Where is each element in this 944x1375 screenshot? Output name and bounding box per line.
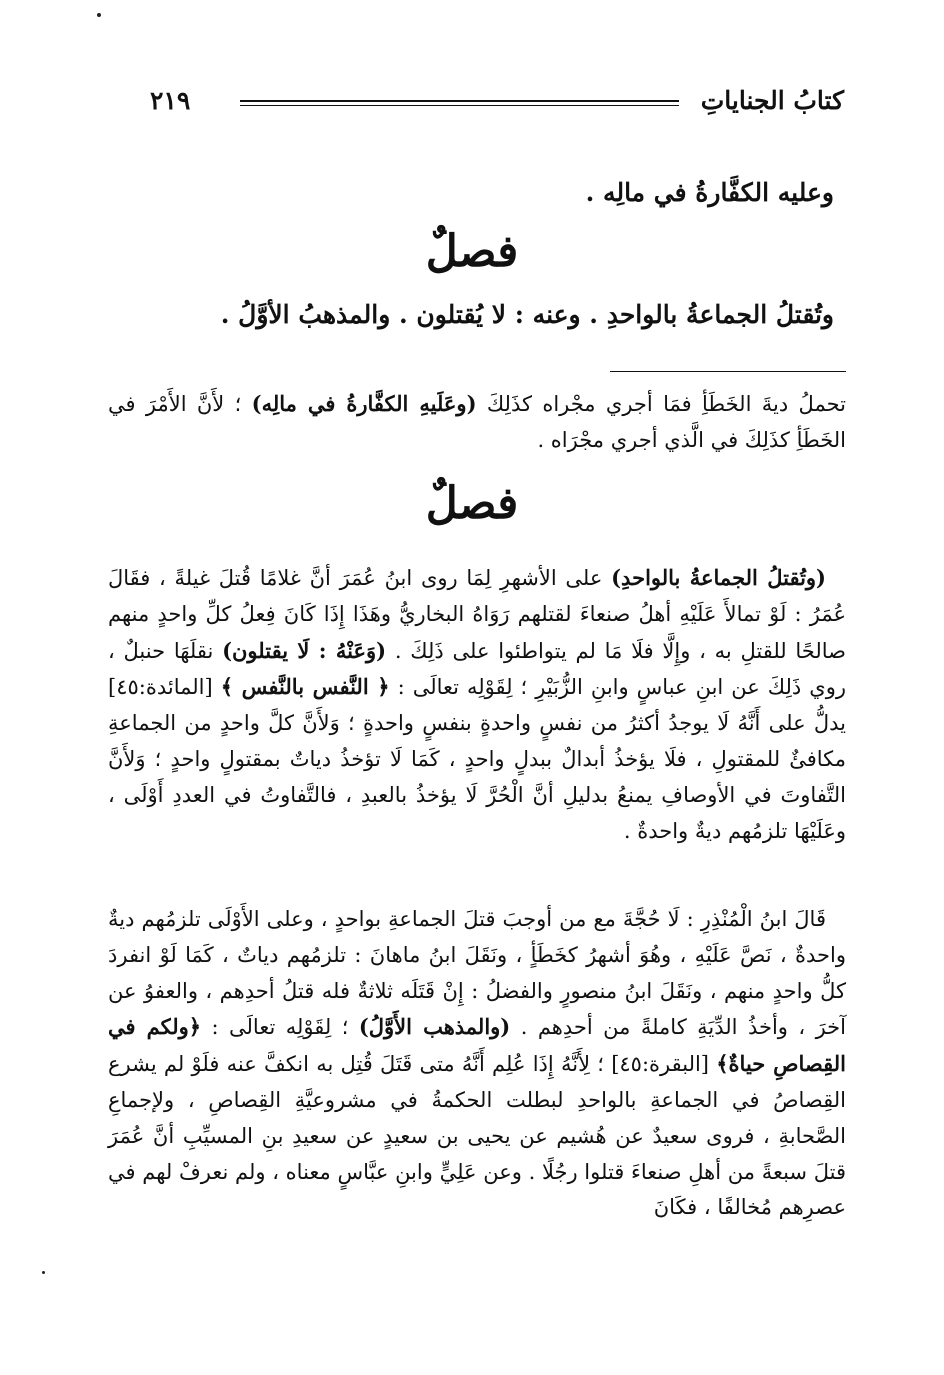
matn-section-heading: فصلٌ: [425, 226, 519, 277]
matn-commentary-separator: [610, 371, 846, 372]
commentary-paragraph-3: [108, 902, 846, 1226]
quoted-matn: (وعَلَيهِ الكفَّارةُ في مالِه): [251, 391, 477, 416]
running-header: [150, 86, 844, 122]
commentary-text: نقلَهَا حنبلٌ ، روي ذَلِكَ عن ابنِ عباسٍ وابنِ الزُّبَيْرِ ؛ لِقَوْلِه تعالَى :: [108, 638, 846, 700]
matn-line-1: وعليه الكفَّارةُ في مالِه .: [585, 178, 834, 207]
commentary-section-heading: فصلٌ: [425, 478, 519, 529]
header-rule: [240, 100, 679, 106]
page-number: ٢١٩: [150, 86, 191, 115]
matn-line-2: وتُقتلُ الجماعةُ بالواحدِ . وعنه : لا يُقتلون . والمذهبُ الأوَّلُ .: [220, 300, 834, 329]
commentary-paragraph-1: [108, 386, 846, 459]
commentary-paragraph-2: [108, 560, 846, 849]
scan-speck: [42, 1271, 45, 1274]
quran-verse: ﴿ النَّفس بالنَّفس ﴾: [220, 674, 390, 700]
quoted-matn: (والمذهب الأَوَّلُ): [358, 1014, 511, 1040]
scan-speck: [97, 13, 101, 17]
quoted-matn: (وتُقتلُ الجماعةُ بالواحدِ): [611, 565, 826, 590]
commentary-text: [البقرة:٤٥] ؛ لِأَنَّهُ إِذَا عُلِم أَنَّهُ متى قَتَلَ قُتِل به انكفَّ عنه فلَوْ لم يشرع القِصاصُ في الجماعةِ بالواحدِ لبطلت الحكمةُ في مشروعيَّةِ القِصاصِ ، ولإجماعِ الصَّحابةِ ، فروى سعيدٌ عن هُشيم عن يحيى بن سعيدٍ عن سعيدِ بنِ المسيِّبِ أنَّ عُمَرَ قتلَ سبعةً من أهلِ صنعاءَ قتلوا رجُلًا . وعن عَلِيٍّ وابنِ عبَّاسٍ معناه ، ولم نعرفْ لهم في عصرِهم مُخالفًا ، فكَانَ: [108, 1052, 846, 1220]
commentary-text: على الأشهرِ لِمَا روى ابنُ عُمَرَ أنَّ غلامًا قُتلَ غيلةً ، فقَالَ عُمَرُ : لَوْ تمالأَ عَلَيْهِ أهلُ صنعاءَ لقتلهم رَوَاهُ البخاريُّ وهَذَا إِذَا كَانَ فِعلُ كلِّ واحدٍ منهم صالحًا للقتلِ به ، وإِلَّا فلَا مَا لم يتواطئوا على ذَلِكَ .: [108, 566, 846, 663]
commentary-text: ؛ لأَنَّ الأَمْرَ في الخَطَأِ كذَلِكَ في الَّذي أجري مجْرَاه .: [108, 392, 846, 452]
quoted-matn: (وَعَنْهُ : لَا يقتلون): [222, 637, 387, 663]
commentary-text: قَالَ ابنُ الْمُنْذِرِ : لَا حُجَّةَ مع من أوجبَ قتلَ الجماعةِ بواحدٍ ، وعلى الأَوْلَى تلزمُهم ديةٌ واحدةٌ ، نَصَّ عَلَيْهِ ، وهُوَ أشهرُ كخَطَأٍ ، ونَقَلَ ابنُ ماهانَ : تلزمُهم دياتٌ ، كَمَا لَوْ انفردَ كلُّ واحدٍ منهم ، ونَقَلَ ابنُ منصورٍ والفضلُ : إِنْ قَتَلَه ثلاثةٌ فله قتلُ أحدِهم ، والعفوُ عن آخرَ ، وأخذُ الدِّيَةِ كاملةً من أحدِهم .: [108, 907, 846, 1040]
quran-verse: ﴿ولكم في القِصاصِ حياةٌ﴾: [108, 1014, 846, 1077]
book-title: كتابُ الجناياتِ: [700, 86, 844, 115]
commentary-text: تحملُ ديةَ الخَطَأِ فمَا أجري مجْراه كذَلِكَ: [476, 392, 846, 416]
commentary-text: ؛ لِقَوْلِه تعالَى :: [201, 1015, 359, 1040]
commentary-text: [المائدة:٤٥] يدلُّ على أَنَّهُ لَا يوجدُ أكثرُ من نفسٍ واحدةٍ بنفسٍ واحدةٍ ؛ وَلأَنَّ كلَّ واحدٍ من الجماعةِ مكافئٌ للمقتولِ ، فلَا يؤخذُ أبدالٌ ببدلٍ واحدٍ ، كَمَا لَا تؤخذُ دياتٌ بمقتولٍ واحدٍ ؛ وَلأَنَّ التَّفاوتَ في الأوصافِ يمنعُ بدليلِ أنَّ الْحُرَّ لَا يؤخذُ بالعبدِ ، فالتَّفاوتُ في العددِ أَوْلَى ، وعَلَيْهَا تلزمُهم ديةٌ واحدةٌ .: [108, 675, 846, 843]
